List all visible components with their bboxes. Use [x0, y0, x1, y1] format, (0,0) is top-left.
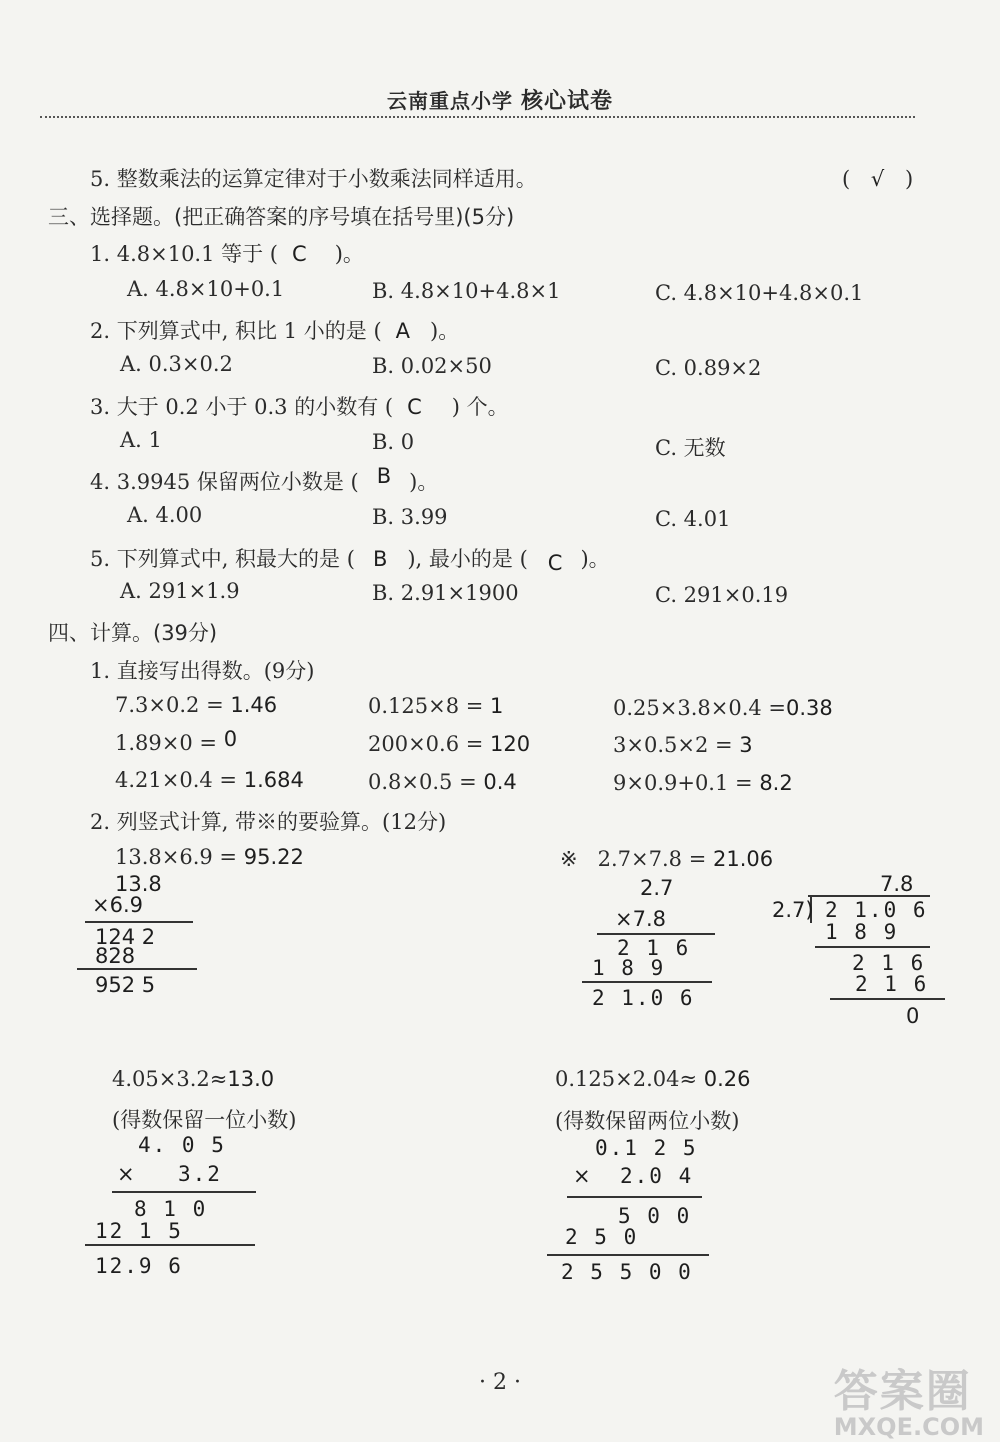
- mc5-option-b: B. 2.91×1900: [372, 581, 519, 605]
- v2-row: 2.7: [640, 876, 674, 900]
- v3-row: 4. 0 5: [138, 1133, 226, 1157]
- direct-calc-answer: 0: [223, 727, 238, 751]
- mc-question-5: 5. 下列算式中, 积最大的是 ( B ), 最小的是 ( C )。: [90, 547, 610, 575]
- direct-calc-item: 0.25×3.8×0.4 =0.38: [613, 696, 833, 720]
- v3-times-sign: ×: [117, 1162, 135, 1186]
- judge-answer-box: ( √ ): [842, 167, 914, 191]
- direct-calc-item: 0.125×8 = 1: [368, 694, 504, 718]
- v3-row: 8 1 0: [134, 1197, 208, 1221]
- mc-answer-5a: B: [372, 547, 388, 571]
- direct-calc-item: 3×0.5×2 = 3: [613, 733, 753, 757]
- mc-answer-5b: C: [547, 551, 563, 575]
- watermark-logo: 答案圈 MXQE.COM: [833, 1366, 984, 1441]
- v1-row: 13.8: [115, 872, 162, 896]
- direct-calc-answer: 3: [739, 733, 753, 757]
- paper-title: 核心试卷: [520, 89, 613, 114]
- v3-rule: [85, 1244, 255, 1246]
- division-rule: [815, 946, 930, 948]
- v4-row: 2.0 4: [620, 1164, 694, 1188]
- vertical-calc-4-answer: 0.26: [703, 1067, 751, 1091]
- mc2-option-a: A. 0.3×0.2: [120, 352, 233, 376]
- school-name: 云南重点小学: [387, 89, 513, 113]
- mc-answer-3: C: [407, 395, 422, 419]
- mc4-option-a: A. 4.00: [127, 503, 203, 527]
- vertical-calc-3-note: (得数保留一位小数): [112, 1108, 297, 1132]
- mc4-option-c: C. 4.01: [655, 507, 731, 531]
- v1-rule: [85, 921, 193, 923]
- v4-rule: [547, 1254, 709, 1256]
- v1-rule: [77, 968, 197, 970]
- vertical-calc-2-answer: 21.06: [713, 847, 774, 871]
- vertical-calc-3-answer: 13.0: [227, 1067, 275, 1091]
- division-divisor: 2.7): [772, 898, 814, 922]
- division-remainder: 0: [906, 1004, 920, 1028]
- mc3-option-c: C. 无数: [655, 436, 726, 460]
- page-number: · 2 ·: [479, 1370, 521, 1395]
- v4-row: 2 5 0: [565, 1225, 639, 1249]
- v4-row: 0.1 2 5: [595, 1136, 698, 1160]
- division-step: 2 1 6: [852, 951, 926, 975]
- mc-answer-1: C: [292, 242, 307, 266]
- v1-row: 952 5: [95, 973, 156, 997]
- division-quotient: 7.8: [880, 872, 914, 896]
- judge-item-5: 5. 整数乘法的运算定律对于小数乘法同样适用。: [90, 167, 537, 191]
- v4-rule: [567, 1196, 702, 1198]
- v4-row: 2 5 5 0 0: [561, 1260, 693, 1284]
- division-rule: [830, 998, 945, 1000]
- header-divider: [40, 116, 915, 118]
- direct-calc-answer: 0.38: [786, 696, 833, 720]
- vertical-calc-2-question: ※ 2.7×7.8 = 21.06: [560, 847, 774, 871]
- v3-row: 12.9 6: [95, 1254, 183, 1278]
- check-mark-symbol: ※: [560, 847, 578, 871]
- direct-calc-answer: 0.4: [483, 770, 517, 794]
- vertical-calc-3-question: 4.05×3.2≈13.0: [112, 1067, 275, 1091]
- v2-row: 1 8 9: [592, 956, 666, 980]
- v4-times-sign: ×: [573, 1164, 591, 1188]
- division-step: 2 1 6: [855, 972, 929, 996]
- mc1-option-b: B. 4.8×10+4.8×1: [372, 279, 561, 303]
- mc-question-2: 2. 下列算式中, 积比 1 小的是 ( A )。: [90, 319, 460, 343]
- v3-row: 3.2: [178, 1162, 222, 1186]
- vertical-calc-4-note: (得数保留两位小数): [555, 1109, 740, 1133]
- mc-answer-2: A: [395, 319, 411, 343]
- v1-row: ×6.9: [92, 893, 143, 917]
- v1-row: 828: [95, 944, 136, 968]
- mc-question-4: 4. 3.9945 保留两位小数是 ( B )。: [90, 464, 439, 494]
- v4-row: 5 0 0: [618, 1204, 692, 1228]
- section4-title: 四、计算。(39分): [48, 621, 218, 645]
- mc3-option-b: B. 0: [372, 430, 415, 454]
- v2-rule: [597, 933, 715, 935]
- v3-row: 12 1 5: [95, 1219, 183, 1243]
- direct-calc-item: 4.21×0.4 = 1.684: [115, 768, 304, 792]
- vertical-calc-1-question: 13.8×6.9 = 95.22: [115, 845, 304, 869]
- mc3-option-a: A. 1: [120, 428, 162, 452]
- mc5-option-a: A. 291×1.9: [120, 579, 240, 603]
- v3-rule: [112, 1191, 256, 1193]
- direct-calc-item: 9×0.9+0.1 = 8.2: [613, 771, 793, 795]
- mc2-option-c: C. 0.89×2: [655, 356, 762, 380]
- mc1-option-a: A. 4.8×10+0.1: [127, 277, 285, 301]
- vertical-calc-4-question: 0.125×2.04≈ 0.26: [555, 1067, 751, 1091]
- direct-calc-item: 0.8×0.5 = 0.4: [368, 770, 517, 794]
- mc1-option-c: C. 4.8×10+4.8×0.1: [655, 281, 864, 305]
- section4-sub2: 2. 列竖式计算, 带※的要验算。(12分): [90, 810, 447, 834]
- page-header: [0, 84, 1000, 115]
- direct-calc-answer: 8.2: [759, 771, 793, 795]
- vertical-calc-1-answer: 95.22: [243, 845, 304, 869]
- section3-title: 三、选择题。(把正确答案的序号填在括号里)(5分): [48, 205, 515, 229]
- v2-row: 2 1 6: [617, 936, 691, 960]
- direct-calc-item: 200×0.6 = 120: [368, 732, 531, 756]
- mc-question-3: 3. 大于 0.2 小于 0.3 的小数有 ( C ) 个。: [90, 395, 509, 419]
- v2-row: 2 1.0 6: [592, 986, 695, 1010]
- division-step: 1 8 9: [825, 920, 899, 944]
- division-bar: [808, 895, 930, 897]
- mc2-option-b: B. 0.02×50: [372, 354, 492, 378]
- mc5-option-c: C. 291×0.19: [655, 583, 789, 607]
- judge-answer: √: [870, 167, 885, 191]
- section4-sub1: 1. 直接写出得数。(9分): [90, 659, 315, 683]
- mc4-option-b: B. 3.99: [372, 505, 448, 529]
- v1-row: 124 2: [95, 925, 156, 949]
- mc-answer-4: B: [376, 464, 392, 488]
- direct-calc-answer: 120: [490, 732, 531, 756]
- direct-calc-item: 7.3×0.2 = 1.46: [115, 693, 278, 717]
- mc-question-1: 1. 4.8×10.1 等于 ( C )。: [90, 242, 364, 266]
- direct-calc-answer: 1.684: [243, 768, 304, 792]
- direct-calc-answer: 1: [490, 694, 504, 718]
- division-dividend: 2 1.0 6: [825, 898, 928, 922]
- direct-calc-item: 1.89×0 = 0: [115, 727, 238, 755]
- v2-rule: [582, 981, 712, 983]
- direct-calc-answer: 1.46: [230, 693, 278, 717]
- v2-row: ×7.8: [615, 907, 666, 931]
